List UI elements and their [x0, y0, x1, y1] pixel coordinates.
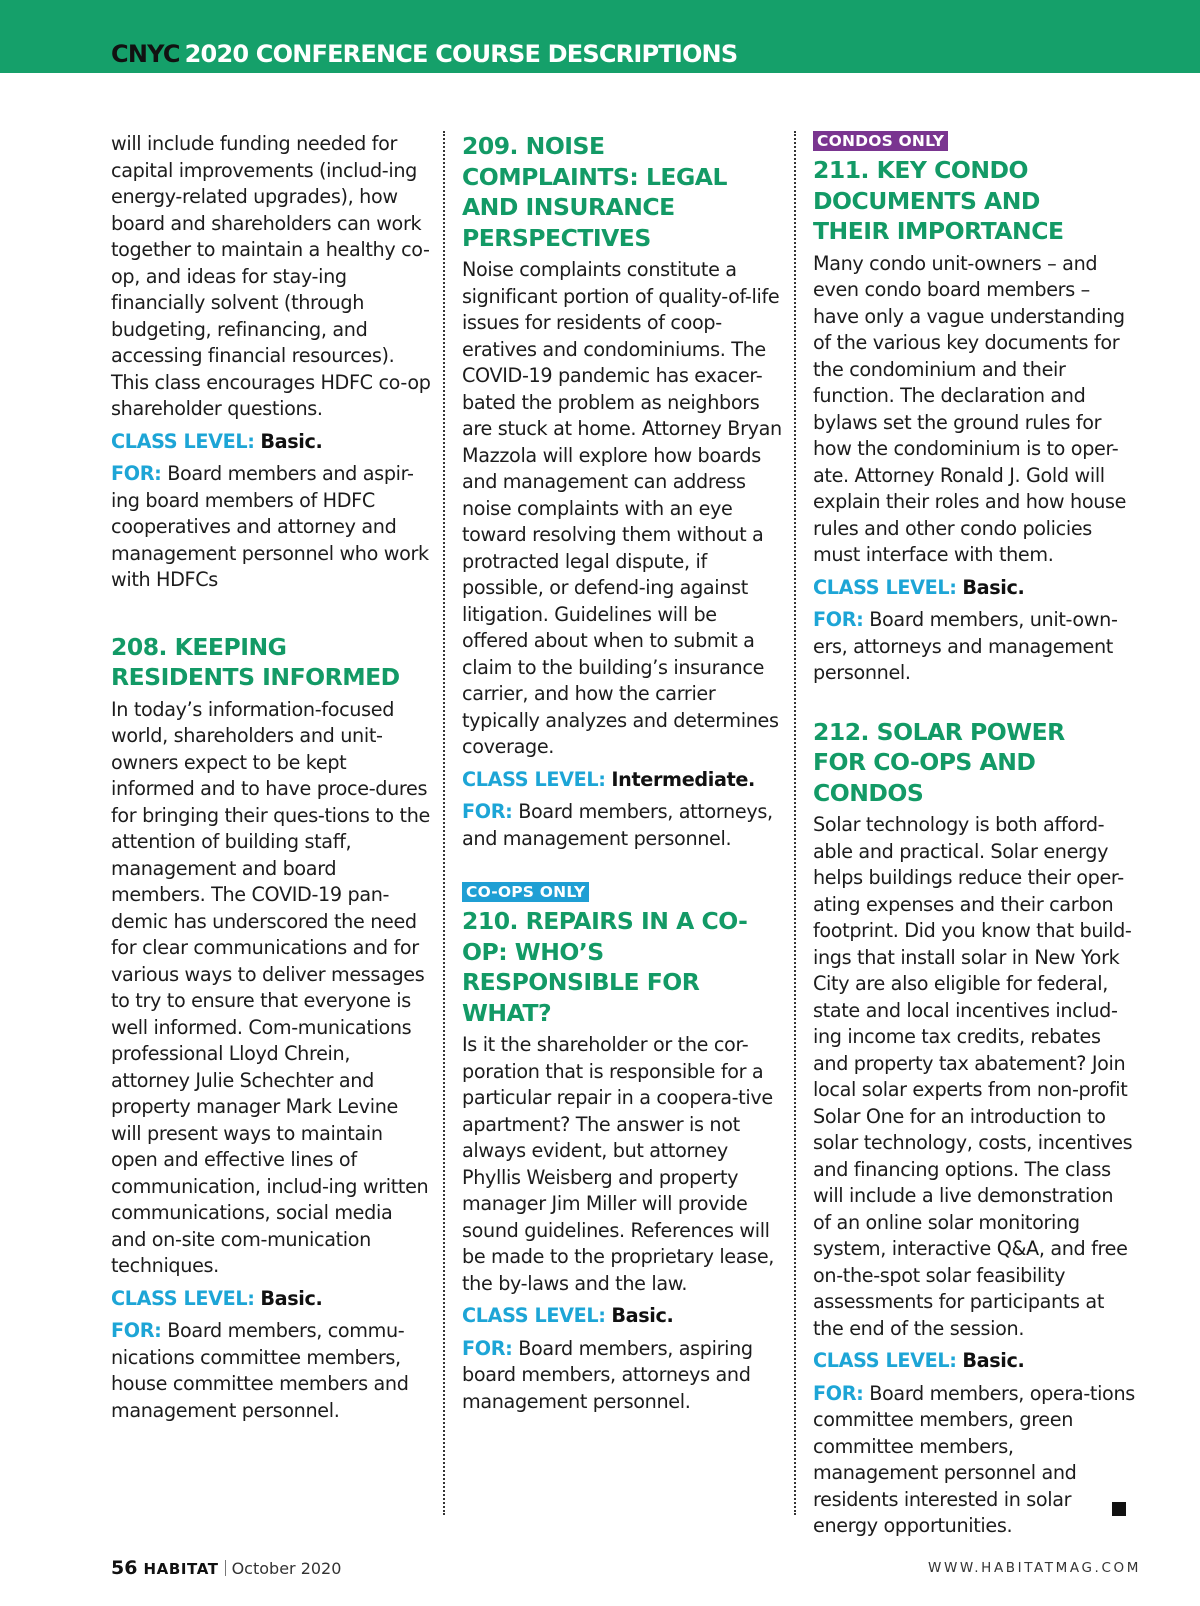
class-level	[111, 1286, 433, 1313]
class-level	[111, 429, 433, 456]
class-level	[462, 767, 784, 794]
magazine-name: HABITAT	[143, 1560, 219, 1578]
class-level	[813, 1348, 1135, 1375]
header-brand: CNYC	[111, 40, 180, 68]
course-208	[111, 632, 433, 1425]
page-number: 56	[111, 1557, 138, 1579]
audience-label: FOR:	[111, 462, 162, 485]
issue-date: October 2020	[231, 1559, 342, 1578]
class-level-value: Basic.	[260, 1286, 323, 1310]
class-level-value: Basic.	[962, 575, 1025, 599]
course-body: Noise complaints constitute a significant portion of quality-of-life issues for residents of coop-eratives and condominiums. The COVID-19 pandemic has exacer-bated the problem as neighbors are stuck at home. Attorney Bryan Mazzola will explore how boards and management can address noise complaints with an eye toward resolving them without a protracted legal dispute, if possible, or defend-ing against litigation. Guidelines will be offered about when to submit a claim to the building’s insurance carrier, and how the carrier typically analyzes and determines coverage.	[462, 258, 782, 758]
course-body: Solar technology is both afford-able and practical. Solar energy helps buildings reduce their oper-ating expenses and their carbon footprint. Did you know that build-ings that install solar in New York City are also eligible for federal, state and local incentives includ-ing income tax credits, rebates and property tax abatement? Join local solar experts from non-profit Solar One for an introduction to solar technology, costs, incentives and financing options. The class will include a live demonstration of an online solar monitoring system, interactive Q&A, and free on-the-spot solar feasibility assessments for participants at the end of the session.	[813, 813, 1133, 1340]
page-title	[111, 40, 737, 68]
audience-label: FOR:	[111, 1319, 162, 1342]
class-level-label: CLASS LEVEL:	[462, 1304, 606, 1327]
course-body: Many condo unit-owners – and even condo board members – have only a vague understanding of the various key documents for the condominium and their function. The declaration and bylaws set the ground rules for how the condominium is to oper-ate. Attorney Ronald J. Gold will explain their roles and how house rules and other condo policies must interface with them.	[813, 251, 1127, 566]
footer-folio	[111, 1557, 341, 1579]
class-level	[462, 1303, 784, 1330]
class-level-value: Intermediate.	[611, 767, 755, 791]
audience-label: FOR:	[813, 608, 864, 631]
column-divider-1	[443, 131, 445, 1515]
course-212	[813, 717, 1135, 1540]
audience-text: Board members and aspir-ing board members of HDFC cooperatives and attorney and management personnel who work with HDFCs	[111, 462, 429, 591]
audience	[462, 799, 784, 852]
audience	[813, 1381, 1135, 1540]
course-210	[462, 882, 784, 1415]
course-title: 209. NOISE COMPLAINTS: LEGAL AND INSURANCE PERSPECTIVES	[462, 132, 727, 252]
header-bar	[0, 0, 1200, 73]
audience-label: FOR:	[462, 800, 513, 823]
course-body: will include funding needed for capital improvements (includ-ing energy-related upgrades), how board and shareholders can work together to maintain a healthy co-op, and ideas for stay-ing financially solvent (through budgeting, refinancing, and accessing financial resources). This class encourages HDFC co-op shareholder questions.	[111, 132, 431, 420]
audience	[462, 1336, 784, 1416]
column-2	[462, 131, 784, 1415]
header-title-text: 2020 CONFERENCE COURSE DESCRIPTIONS	[184, 40, 738, 68]
website-link[interactable]: WWW.HABITATMAG.COM	[928, 1560, 1141, 1576]
condos-only-badge: CONDOS ONLY	[813, 131, 948, 151]
audience-text: Board members, commu-nications committee members, house committee members and management personnel.	[111, 1319, 409, 1422]
audience-text: Board members, opera-tions committee members, green committee members, management personnel and residents interested in solar energy opportunities.	[813, 1381, 1135, 1537]
audience-text: Board members, aspiring board members, attorneys and management personnel.	[462, 1336, 753, 1413]
column-divider-2	[794, 131, 796, 1515]
class-level-label: CLASS LEVEL:	[813, 1349, 957, 1372]
course-title: 212. SOLAR POWER FOR CO-OPS AND CONDOS	[813, 717, 1065, 807]
course-body: Is it the shareholder or the cor-poration that is responsible for a particular repair in a coopera-tive apartment? The answer is not always evident, but attorney Phyllis Weisberg and property manager Jim Miller will provide sound guidelines. References will be made to the proprietary lease, the by-laws and the law.	[462, 1033, 775, 1295]
column-3	[813, 131, 1135, 1540]
class-level-label: CLASS LEVEL:	[462, 767, 606, 791]
course-211	[813, 131, 1135, 687]
audience	[111, 461, 433, 594]
footer-separator	[225, 1560, 226, 1576]
audience-label: FOR:	[813, 1381, 864, 1405]
class-level-value: Basic.	[611, 1304, 674, 1327]
class-level	[813, 575, 1135, 602]
class-level-label: CLASS LEVEL:	[813, 575, 957, 599]
end-mark-icon	[1112, 1502, 1126, 1516]
course-209	[462, 131, 784, 852]
audience-label: FOR:	[462, 1336, 513, 1360]
class-level-value: Basic.	[962, 1349, 1025, 1372]
course-title: 210. REPAIRS IN A CO-OP: WHO’S RESPONSIBLE FOR WHAT?	[462, 907, 748, 1027]
column-1	[111, 131, 433, 1424]
audience	[813, 607, 1135, 687]
course-body: In today’s information-focused world, shareholders and unit-owners expect to be kept informed and to have proce-dures for bringing their ques-tions to the attention of building staff, management and board members. The COVID-19 pan-demic has underscored the need for clear communications and for various ways to deliver messages to try to ensure that everyone is well informed. Com-munications professional Lloyd Chrein, attorney Julie Schechter and property manager Mark Levine will present ways to maintain open and effective lines of communication, includ-ing written communications, social media and on-site com-munication techniques.	[111, 697, 430, 1277]
class-level-label: CLASS LEVEL:	[111, 1286, 255, 1310]
audience-text: Board members, attorneys, and management personnel.	[462, 800, 773, 850]
class-level-label: CLASS LEVEL:	[111, 429, 255, 453]
audience-text: Board members, unit-own-ers, attorneys and management personnel.	[813, 608, 1118, 684]
audience	[111, 1318, 433, 1424]
course-title: 211. KEY CONDO DOCUMENTS AND THEIR IMPORTANCE	[813, 156, 1064, 245]
class-level-value: Basic.	[260, 429, 323, 453]
co-ops-only-badge: CO-OPS ONLY	[462, 882, 589, 902]
course-title: 208. KEEPING RESIDENTS INFORMED	[111, 632, 400, 691]
course-207-continuation	[111, 131, 433, 594]
